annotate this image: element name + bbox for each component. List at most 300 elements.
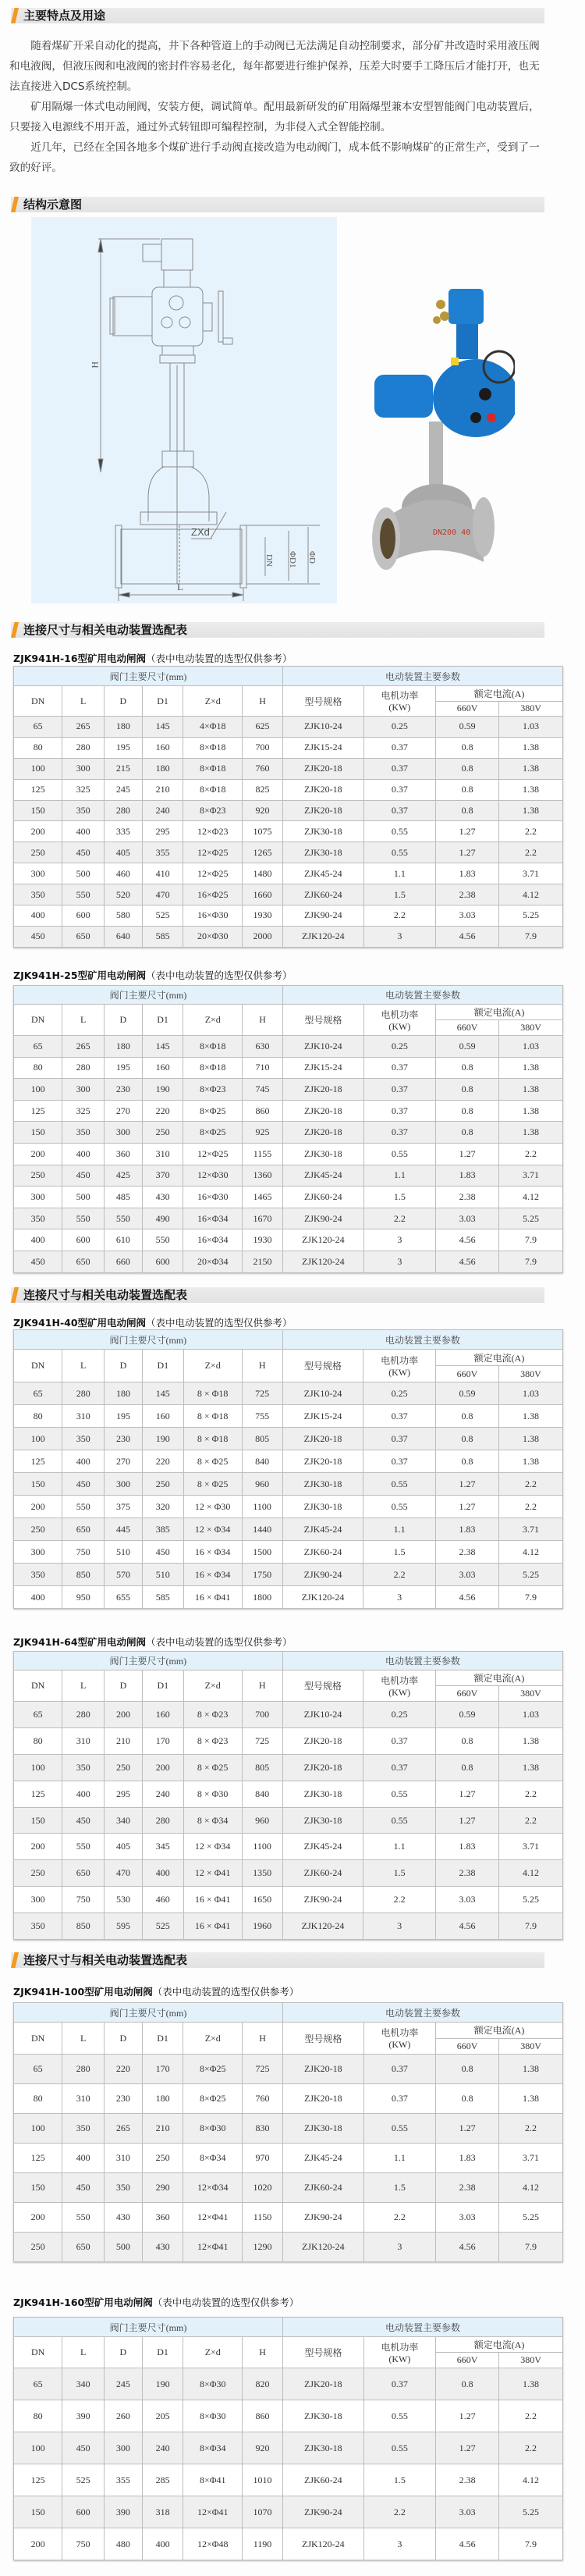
table-cell: 0.37 — [363, 2368, 436, 2400]
table-cell: 0.59 — [435, 1382, 498, 1405]
table-cell: 1.38 — [498, 1754, 562, 1781]
table-row — [14, 1382, 563, 1405]
table-cell: 80 — [14, 1057, 62, 1079]
table-cell: 350 — [62, 800, 105, 821]
table-cell: 480 — [104, 2528, 142, 2560]
table-cell: 0.37 — [363, 737, 436, 758]
table-row — [14, 2368, 563, 2400]
table-cell: 1.38 — [499, 800, 563, 821]
header-actuator-params: 电动装置主要参数 — [282, 1652, 562, 1670]
table-cell: 3.71 — [499, 2144, 563, 2173]
table-cell: 16 × Φ41 — [183, 1913, 242, 1940]
table-cell: 150 — [14, 2496, 62, 2528]
table-cell: ZJK15-24 — [283, 1057, 364, 1079]
table-cell: 350 — [62, 1754, 105, 1781]
table-cell: 5.25 — [498, 1887, 562, 1913]
table-cell: 1.38 — [499, 2055, 563, 2084]
table-cell: 12×Φ25 — [183, 842, 243, 863]
table-cell: 8×Φ30 — [183, 2114, 243, 2144]
table-cell: ZJK30-18 — [282, 1496, 363, 1518]
table-cell: ZJK20-18 — [283, 758, 364, 779]
table-cell: 8×Φ18 — [183, 1057, 243, 1079]
header-h: H — [243, 686, 283, 717]
header-380v: 380V — [499, 2353, 563, 2368]
table-cell: ZJK45-24 — [282, 1518, 363, 1541]
header-valve-dimensions: 阀门主要尺寸(mm) — [14, 986, 283, 1005]
label-dn: DN — [264, 554, 274, 567]
table-cell: 250 — [142, 1473, 183, 1496]
header-model: 型号规格 — [282, 1670, 363, 1702]
table-row — [14, 1229, 563, 1251]
table-cell: 325 — [62, 779, 105, 800]
table-cell: 1070 — [243, 2496, 283, 2528]
header-model: 型号规格 — [283, 686, 364, 717]
table-cell: 2.2 — [498, 1496, 562, 1518]
table-cell: 1.83 — [436, 1165, 499, 1187]
table-cell: 825 — [243, 779, 283, 800]
table-cell: 300 — [62, 1079, 105, 1101]
header-actuator-params: 电动装置主要参数 — [283, 2003, 563, 2023]
table-cell: 1.5 — [363, 884, 436, 906]
table-cell: ZJK90-24 — [283, 906, 364, 927]
table-cell: 4.12 — [499, 2173, 563, 2203]
table-cell: 325 — [62, 1100, 105, 1122]
table-cell: 4.12 — [499, 884, 563, 906]
table-cell: 0.37 — [363, 2055, 436, 2084]
table-cell: 920 — [243, 2432, 283, 2464]
table-model-name: ZJK941H-25型矿用电动闸阀 — [13, 970, 147, 981]
table-cell: 125 — [14, 1100, 62, 1122]
table-cell: 200 — [105, 1702, 143, 1728]
header-dn: DN — [14, 2337, 62, 2368]
table-cell: ZJK45-24 — [283, 1165, 364, 1187]
table-cell: 0.37 — [363, 779, 436, 800]
table-cell: 0.59 — [435, 1702, 498, 1728]
table-cell: 925 — [243, 1122, 283, 1144]
table-row — [14, 758, 563, 779]
table-cell: 12×Φ48 — [183, 2528, 243, 2560]
header-l: L — [62, 1005, 105, 1036]
table-cell: 0.25 — [363, 717, 436, 738]
header-dn: DN — [14, 1670, 62, 1702]
table-cell: 0.8 — [436, 2055, 499, 2084]
table-row — [14, 906, 563, 927]
header-660v: 660V — [436, 2038, 499, 2055]
section-header-structure — [11, 197, 544, 212]
table-cell: 250 — [14, 1518, 62, 1541]
table-cell: 1.1 — [363, 1165, 436, 1187]
table-cell: 3 — [363, 926, 436, 947]
table-cell: 8×Φ30 — [183, 2400, 243, 2432]
table-cell: 12×Φ25 — [183, 863, 243, 884]
table-cell: 640 — [104, 926, 142, 947]
table-cell: 300 — [62, 758, 105, 779]
table-cell: 830 — [243, 2114, 283, 2144]
table-model-name: ZJK941H-160型矿用电动闸阀 — [13, 2297, 153, 2308]
spec-table — [13, 1651, 563, 1940]
table-cell: 8×Φ25 — [183, 2055, 243, 2084]
table-cell: 630 — [243, 1036, 283, 1058]
header-model: 型号规格 — [283, 1005, 364, 1036]
table-row — [14, 1496, 563, 1518]
table-cell: 755 — [242, 1405, 282, 1428]
table-cell: 125 — [14, 1450, 62, 1473]
table-cell: 1.27 — [436, 842, 499, 863]
table-cell: ZJK90-24 — [282, 1887, 363, 1913]
header-h: H — [243, 1005, 283, 1036]
table-row — [14, 1702, 563, 1728]
table-cell: 12×Φ41 — [183, 2203, 243, 2233]
table-cell: 745 — [243, 1079, 283, 1101]
table-row — [14, 800, 563, 821]
table-cell: 450 — [62, 2432, 105, 2464]
header-actuator-params: 电动装置主要参数 — [282, 1330, 562, 1350]
table-cell: 5.25 — [499, 906, 563, 927]
table-cell: 145 — [142, 1382, 183, 1405]
table-cell: 2.38 — [436, 1187, 499, 1208]
table-cell: ZJK10-24 — [282, 1702, 363, 1728]
table-cell: 190 — [142, 1428, 183, 1450]
spec-table — [13, 985, 563, 1273]
table-row — [14, 2464, 563, 2496]
table-cell: 500 — [62, 863, 105, 884]
header-380v: 380V — [498, 1366, 562, 1382]
table-row — [14, 1251, 563, 1272]
header-l: L — [62, 2337, 105, 2368]
table-cell: 190 — [142, 2368, 183, 2400]
table-cell: 280 — [142, 1807, 183, 1834]
table-cell: 850 — [62, 1913, 105, 1940]
table-cell: 20×Φ30 — [183, 926, 243, 947]
table-cell: 8 × Φ18 — [183, 1382, 242, 1405]
table-cell: 16 × Φ34 — [183, 1541, 242, 1564]
table-cell: 65 — [14, 1036, 62, 1058]
table-cell: ZJK20-18 — [283, 779, 364, 800]
header-actuator-params: 电动装置主要参数 — [283, 2318, 563, 2337]
table-cell: ZJK20-18 — [283, 2084, 364, 2114]
table-cell: 700 — [243, 737, 283, 758]
table-cell: 1.27 — [435, 1473, 498, 1496]
header-380v: 380V — [499, 1020, 563, 1036]
table-cell: 585 — [142, 1586, 183, 1609]
spec-table — [13, 2002, 563, 2262]
header-h: H — [243, 2337, 283, 2368]
table-cell: ZJK30-18 — [283, 2400, 364, 2432]
table-cell: 1650 — [242, 1887, 282, 1913]
table-row — [14, 2114, 563, 2144]
table-cell: 145 — [142, 1036, 183, 1058]
table-cell: 0.8 — [435, 1450, 498, 1473]
table-row — [14, 1057, 563, 1079]
section-header-connection — [11, 1287, 544, 1303]
table-row — [14, 1781, 563, 1807]
table-cell: 375 — [105, 1496, 143, 1518]
table-cell: 335 — [104, 821, 142, 842]
table-row — [14, 2203, 563, 2233]
header-660v: 660V — [435, 1366, 498, 1382]
table-cell: 585 — [142, 926, 183, 947]
table-cell: 2.2 — [363, 1887, 436, 1913]
header-dn: DN — [14, 2023, 62, 2055]
table-cell: 65 — [14, 1702, 62, 1728]
table-cell: 4.12 — [498, 1541, 562, 1564]
header-model: 型号规格 — [283, 2337, 364, 2368]
table-cell: 1.27 — [435, 1496, 498, 1518]
table-cell: 150 — [14, 1807, 62, 1834]
table-cell: 0.8 — [436, 2084, 499, 2114]
table-title — [13, 1315, 292, 1329]
table-cell: 0.8 — [436, 1122, 499, 1144]
table-cell: 0.55 — [363, 1807, 436, 1834]
table-cell: 318 — [142, 2496, 183, 2528]
table-cell: 100 — [14, 1079, 62, 1101]
table-cell: 125 — [14, 2144, 62, 2173]
header-zd: Z×d — [183, 2023, 243, 2055]
table-cell: 12 × Φ34 — [183, 1834, 242, 1860]
table-model-name: ZJK941H-16型矿用电动闸阀 — [13, 653, 147, 664]
table-cell: 1.38 — [499, 779, 563, 800]
header-zd: Z×d — [183, 686, 243, 717]
header-dn: DN — [14, 686, 62, 717]
table-cell: 16×Φ30 — [183, 906, 243, 927]
table-cell: 200 — [14, 1834, 62, 1860]
table-cell: ZJK15-24 — [282, 1405, 363, 1428]
table-cell: 650 — [62, 2233, 105, 2262]
header-d: D — [104, 686, 142, 717]
table-cell: 210 — [142, 2114, 183, 2144]
table-cell: 445 — [105, 1518, 143, 1541]
table-cell: ZJK20-18 — [282, 1727, 363, 1754]
table-cell: 350 — [62, 1122, 105, 1144]
table-cell: 12 × Φ30 — [183, 1496, 242, 1518]
table-cell: 210 — [105, 1727, 143, 1754]
table-cell: 550 — [104, 1208, 142, 1229]
table-cell: 425 — [104, 1165, 142, 1187]
table-cell: 250 — [14, 2233, 62, 2262]
table-cell: ZJK45-24 — [282, 1834, 363, 1860]
table-cell: 210 — [142, 779, 183, 800]
table-cell: 300 — [14, 1187, 62, 1208]
table-cell: 190 — [142, 1079, 183, 1101]
table-cell: 1150 — [243, 2203, 283, 2233]
table-cell: 20×Φ34 — [183, 1251, 243, 1272]
table-cell: 4×Φ18 — [183, 717, 243, 738]
table-cell: 8 × Φ18 — [183, 1428, 242, 1450]
table-cell: 0.37 — [363, 1100, 436, 1122]
table-cell: 170 — [142, 1727, 183, 1754]
table-cell: 280 — [62, 1057, 105, 1079]
header-current: 额定电流(A) — [436, 2337, 563, 2353]
table-cell: 240 — [142, 800, 183, 821]
table-cell: 0.37 — [363, 1754, 436, 1781]
table-cell: ZJK90-24 — [283, 2496, 364, 2528]
table-cell: 1930 — [243, 1229, 283, 1251]
table-cell: 80 — [14, 2400, 62, 2432]
table-cell: 200 — [14, 1496, 62, 1518]
table-cell: 485 — [104, 1187, 142, 1208]
table-cell: 550 — [62, 1834, 105, 1860]
table-cell: 125 — [14, 2464, 62, 2496]
table-cell: 460 — [104, 863, 142, 884]
section-marker-icon — [11, 197, 19, 212]
table-cell: 8×Φ25 — [183, 1122, 243, 1144]
table-cell: 970 — [243, 2144, 283, 2173]
table-cell: 920 — [243, 800, 283, 821]
table-cell: 550 — [62, 2203, 105, 2233]
header-d: D — [105, 1670, 143, 1702]
table-cell: 4.56 — [435, 1913, 498, 1940]
table-cell: 1.83 — [435, 1834, 498, 1860]
table-cell: 610 — [104, 1229, 142, 1251]
table-cell: 16×Φ34 — [183, 1208, 243, 1229]
label-l: L — [177, 581, 183, 592]
table-cell: 525 — [62, 2464, 105, 2496]
section-header-connection — [11, 622, 544, 638]
table-cell: 5.25 — [499, 2496, 563, 2528]
table-cell: 80 — [14, 1727, 62, 1754]
header-l: L — [62, 686, 105, 717]
table-cell: ZJK10-24 — [282, 1382, 363, 1405]
table-cell: ZJK30-18 — [283, 1143, 364, 1165]
header-current: 额定电流(A) — [436, 1005, 563, 1020]
table-cell: 245 — [104, 2368, 142, 2400]
table-cell: 0.55 — [363, 1143, 436, 1165]
table-row — [14, 884, 563, 906]
table-cell: 405 — [105, 1834, 143, 1860]
table-cell: 400 — [14, 906, 62, 927]
label-d1: ΦD1 — [288, 551, 297, 568]
table-row — [14, 863, 563, 884]
table-cell: 550 — [62, 884, 105, 906]
table-cell: 580 — [104, 906, 142, 927]
table-cell: 1.5 — [363, 1541, 436, 1564]
table-note: （表中电动装置的选型仅供参考） — [152, 2297, 300, 2308]
structure-diagram — [31, 217, 337, 603]
header-d1: D1 — [142, 2023, 183, 2055]
header-valve-dimensions: 阀门主要尺寸(mm) — [14, 2003, 283, 2023]
table-cell: 230 — [104, 2084, 142, 2114]
table-row — [14, 1564, 563, 1586]
table-cell: 3.03 — [436, 2203, 499, 2233]
table-cell: 570 — [105, 1564, 143, 1586]
table-cell: 200 — [14, 2203, 62, 2233]
table-cell: 820 — [243, 2368, 283, 2400]
table-cell: 805 — [242, 1428, 282, 1450]
table-cell: 295 — [105, 1781, 143, 1807]
table-cell: 0.8 — [436, 800, 499, 821]
table-row — [14, 1860, 563, 1887]
table-cell: 0.8 — [435, 1754, 498, 1781]
table-cell: 8×Φ34 — [183, 2144, 243, 2173]
table-row — [14, 1541, 563, 1564]
table-row — [14, 2144, 563, 2173]
table-cell: 100 — [14, 1754, 62, 1781]
table-cell: 460 — [142, 1887, 183, 1913]
table-row — [14, 1428, 563, 1450]
table-cell: ZJK30-18 — [282, 1807, 363, 1834]
section-title: 结构示意图 — [23, 197, 83, 212]
table-cell: 180 — [142, 2084, 183, 2114]
table-cell: 300 — [104, 1122, 142, 1144]
table-cell: 230 — [105, 1428, 143, 1450]
table-cell: 0.59 — [436, 1036, 499, 1058]
table-row — [14, 821, 563, 842]
table-cell: 2.2 — [499, 2114, 563, 2144]
table-cell: 280 — [62, 2055, 105, 2084]
table-cell: 750 — [62, 1541, 105, 1564]
table-cell: 100 — [14, 2114, 62, 2144]
table-cell: 5.25 — [499, 1208, 563, 1229]
table-cell: 960 — [242, 1807, 282, 1834]
table-cell: 655 — [105, 1586, 143, 1609]
table-cell: 0.37 — [363, 1428, 436, 1450]
table-cell: 500 — [104, 2233, 142, 2262]
table-cell: 1.83 — [436, 863, 499, 884]
table-cell: 280 — [62, 1382, 105, 1405]
table-cell: 550 — [62, 1496, 105, 1518]
table-title — [13, 651, 292, 665]
table-cell: 0.8 — [436, 1100, 499, 1122]
table-cell: 8 × Φ25 — [183, 1754, 242, 1781]
header-380v: 380V — [498, 1686, 562, 1702]
table-cell: 390 — [62, 2400, 105, 2432]
table-cell: 1.1 — [363, 1834, 436, 1860]
table-cell: 0.8 — [435, 1405, 498, 1428]
table-cell: 400 — [62, 1143, 105, 1165]
table-cell: 450 — [14, 1251, 62, 1272]
table-cell: ZJK20-18 — [283, 1079, 364, 1101]
table-cell: 1010 — [243, 2464, 283, 2496]
table-cell: ZJK20-18 — [282, 1754, 363, 1781]
table-cell: 4.12 — [498, 1860, 562, 1887]
table-cell: 710 — [243, 1057, 283, 1079]
table-cell: 340 — [62, 2368, 105, 2400]
table-cell: 1.83 — [436, 2144, 499, 2173]
table-row — [14, 842, 563, 863]
table-cell: 840 — [242, 1781, 282, 1807]
table-row — [14, 1079, 563, 1101]
table-cell: 7.9 — [499, 926, 563, 947]
table-cell: 3 — [363, 1251, 436, 1272]
table-cell: ZJK30-18 — [283, 821, 364, 842]
intro-paragraph: 矿用隔爆一体式电动闸阀，安装方便，调试简单。配用最新研发的矿用隔爆型兼本安型智能阀门电动装置后，只要接入电源线不用开盖，通过外式转钮即可编程控制，为非侵入式全智能控制。 — [9, 101, 540, 133]
table-cell: 1.27 — [436, 821, 499, 842]
table-cell: 850 — [62, 1564, 105, 1586]
table-cell: 220 — [142, 1450, 183, 1473]
table-cell: 350 — [104, 2173, 142, 2203]
table-cell: 1.38 — [499, 2368, 563, 2400]
table-cell: 200 — [14, 2528, 62, 2560]
header-660v: 660V — [436, 1020, 499, 1036]
table-cell: 150 — [14, 1473, 62, 1496]
table-cell: ZJK60-24 — [283, 884, 364, 906]
label-h: H — [90, 361, 101, 368]
table-cell: 270 — [104, 1100, 142, 1122]
header-d: D — [104, 2337, 142, 2368]
table-cell: 525 — [142, 1913, 183, 1940]
table-note: （表中电动装置的选型仅供参考） — [146, 653, 292, 664]
header-l: L — [62, 2023, 105, 2055]
table-cell: 195 — [104, 737, 142, 758]
table-cell: 0.25 — [363, 1382, 436, 1405]
table-cell: ZJK90-24 — [283, 1208, 364, 1229]
intro-paragraph: 随着煤矿开采自动化的提高，井下各种管道上的手动阀已无法满足自动控制要求，部分矿井改造时采用液压阀和电液阀，但液压阀和电液阀的密封件容易老化，每年都要进行维护保养，压差大时要手工降压后才能打开，也无法直接进入DCS系统控制。 — [9, 40, 540, 93]
table-cell: 3 — [363, 1229, 436, 1251]
table-note: （表中电动装置的选型仅供参考） — [146, 1636, 292, 1648]
table-cell: 3.03 — [435, 1887, 498, 1913]
table-cell: 16×Φ25 — [183, 884, 243, 906]
table-cell: 0.55 — [363, 1496, 436, 1518]
